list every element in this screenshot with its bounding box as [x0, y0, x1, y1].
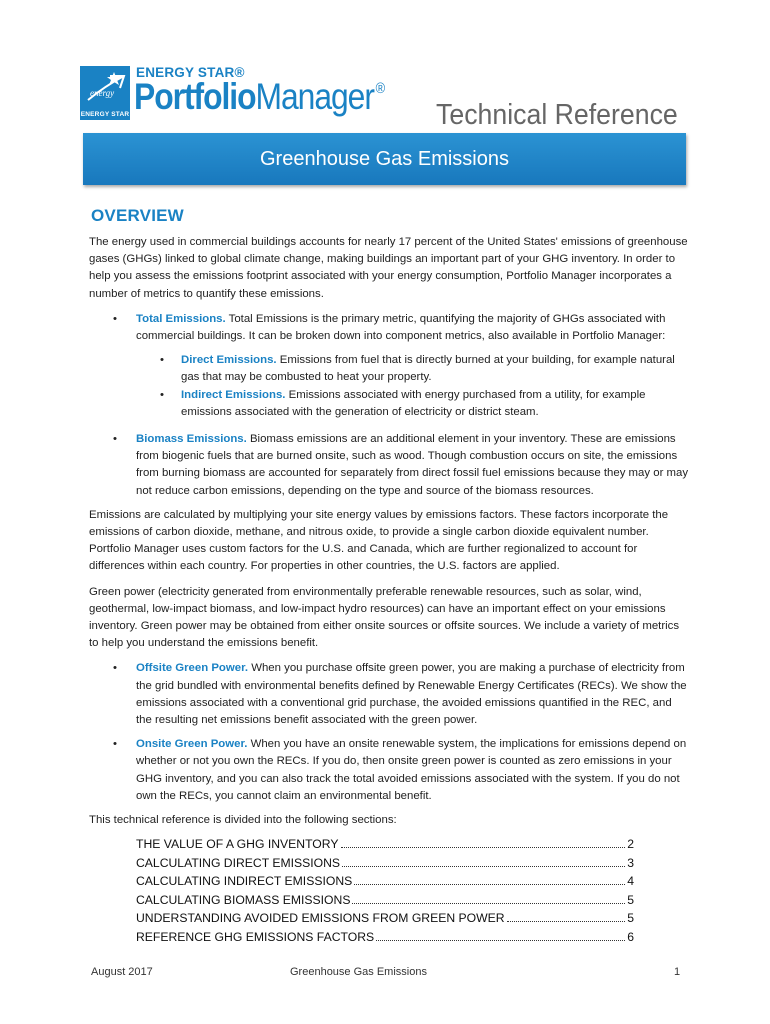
- bullet-icon: •: [113, 312, 117, 325]
- main-content: [89, 206, 689, 948]
- toc-label: REFERENCE GHG EMISSIONS FACTORS: [136, 929, 375, 944]
- toc-page-number: 5: [627, 892, 634, 907]
- bullet-icon: •: [113, 738, 117, 751]
- term: Indirect Emissions.: [181, 388, 286, 401]
- definition: Emissions from fuel that is directly burned at your building, for example natural gas that may be combusted to heat your property.: [181, 354, 675, 384]
- list-item-direct-emissions: [89, 352, 689, 386]
- registered-mark: ®: [375, 80, 386, 97]
- list-item-biomass-emissions: [89, 431, 689, 500]
- toc-label: CALCULATING DIRECT EMISSIONS: [136, 855, 341, 870]
- sub-list: [89, 352, 689, 421]
- energy-star-icon: [80, 66, 130, 110]
- toc-page-number: 6: [627, 929, 634, 944]
- list-item-offsite-green-power: [89, 660, 689, 729]
- document-type: Technical Reference: [436, 99, 678, 131]
- list-item-onsite-green-power: [89, 736, 689, 805]
- energy-star-badge: [80, 66, 130, 120]
- section-heading: OVERVIEW: [91, 206, 184, 225]
- toc-leader: [341, 847, 626, 848]
- definition: Biomass emissions are an additional element in your inventory. These are emissions from biogenic fuels that are burned onsite, such as wood. Though combustion occurs on site, the emissions from burning biomass are accounted for separately from direct fossil fuel emissions because they may or may not reduce carbon emissions, depending on the type and source of the biomass resources.: [136, 433, 689, 497]
- list-item-indirect-emissions: [89, 387, 689, 421]
- title-banner: [83, 133, 686, 185]
- toc-entry[interactable]: [136, 911, 634, 930]
- toc-leader: [376, 940, 625, 941]
- footer-title: Greenhouse Gas Emissions: [290, 966, 427, 978]
- toc-label: CALCULATING INDIRECT EMISSIONS: [136, 874, 353, 889]
- toc-intro: This technical reference is divided into the following sections:: [89, 814, 397, 827]
- badge-script-text: energy: [90, 88, 115, 98]
- definition: When you purchase offsite green power, you are making a purchase of electricity from the grid bundled with environmental benefits defined by Renewable Energy Certificates (RECs). We show the emissions associated with a conventional grid purchase, the avoided emissions quantified in the REC, and the resulting net emissions benefit associated with the green power.: [136, 662, 687, 727]
- term: Biomass Emissions.: [136, 433, 247, 446]
- bullet-icon: •: [113, 433, 117, 446]
- bullet-icon: •: [160, 388, 164, 401]
- table-of-contents: [136, 837, 634, 948]
- emissions-factors-paragraph: Emissions are calculated by multiplying your site energy values by emissions factors. These factors incorporate the emissions of carbon dioxide, methane, and nitrous oxide, to provide a single carbon dioxide equivalent number. Portfolio Manager uses custom factors for the U.S. and Canada, which are further regionalized to account for differences within each country. For properties in other countries, the U.S. factors are applied.: [89, 508, 669, 573]
- toc-entry[interactable]: [136, 930, 634, 949]
- toc-leader: [507, 921, 626, 922]
- term: Offsite Green Power.: [136, 662, 249, 675]
- term: Direct Emissions.: [181, 354, 277, 367]
- definition: Emissions associated with energy purchased from a utility, for example emissions associated with the generation of electricity or district steam.: [181, 388, 646, 418]
- manager-word: Manager: [255, 76, 374, 117]
- toc-page-number: 2: [627, 837, 634, 852]
- bullet-icon: •: [113, 662, 117, 675]
- toc-entry[interactable]: [136, 893, 634, 912]
- toc-page-number: 4: [627, 874, 634, 889]
- badge-label: ENERGY STAR: [80, 111, 130, 118]
- toc-page-number: 3: [627, 855, 634, 870]
- toc-entry[interactable]: [136, 874, 634, 893]
- toc-leader: [354, 884, 625, 885]
- definition: Total Emissions is the primary metric, quantifying the majority of GHGs associated with commercial buildings. It can be broken down into component metrics, also available in Portfolio Manager:: [136, 312, 666, 343]
- green-power-paragraph: Green power (electricity generated from environmentally preferable renewable resources, such as solar, wind, geothermal, low-impact biomass, and low-impact hydro resources) can have an important effect on your emissions inventory. Green power may be obtained from either onsite sources or offsite sources. We include a variety of metrics to help you understand the emissions benefit.: [89, 585, 680, 650]
- toc-entry[interactable]: [136, 837, 634, 856]
- document-title: Greenhouse Gas Emissions: [259, 148, 509, 170]
- energy-star-wordmark: ENERGY STAR®: [136, 65, 245, 80]
- portfolio-manager-wordmark: [134, 76, 385, 118]
- bullet-icon: •: [160, 354, 164, 367]
- toc-entry[interactable]: [136, 856, 634, 875]
- list-item-total-emissions: [89, 311, 689, 345]
- toc-leader: [352, 903, 625, 904]
- portfolio-manager-logo[interactable]: [80, 65, 386, 128]
- toc-page-number: 5: [627, 911, 634, 926]
- footer-page-number: 1: [674, 966, 681, 978]
- toc-label: CALCULATING BIOMASS EMISSIONS: [136, 892, 351, 907]
- toc-leader: [342, 866, 625, 867]
- toc-label: THE VALUE OF A GHG INVENTORY: [136, 837, 339, 852]
- term: Total Emissions.: [136, 312, 226, 325]
- term: Onsite Green Power.: [136, 738, 248, 751]
- footer-date: August 2017: [91, 966, 153, 978]
- intro-paragraph: The energy used in commercial buildings accounts for nearly 17 percent of the United States' emissions of greenhouse gases (GHGs) linked to global climate change, making buildings an important part of your GHG inventory. In order to help you assess the emissions footprint associated with your energy consumption, Portfolio Manager incorporates a number of metrics to quantify these emissions.: [89, 236, 688, 300]
- definition: When you have an onsite renewable system, the implications for emissions depend on whether or not you own the RECs. If you do, then onsite green power is counted as zero emissions in your GHG inventory, and you can also track the total avoided emissions associated with the system. If you do not own the RECs, you cannot claim an environmental benefit.: [136, 738, 687, 802]
- toc-label: UNDERSTANDING AVOIDED EMISSIONS FROM GREEN POWER: [136, 911, 505, 926]
- portfolio-word: Portfolio: [134, 76, 256, 117]
